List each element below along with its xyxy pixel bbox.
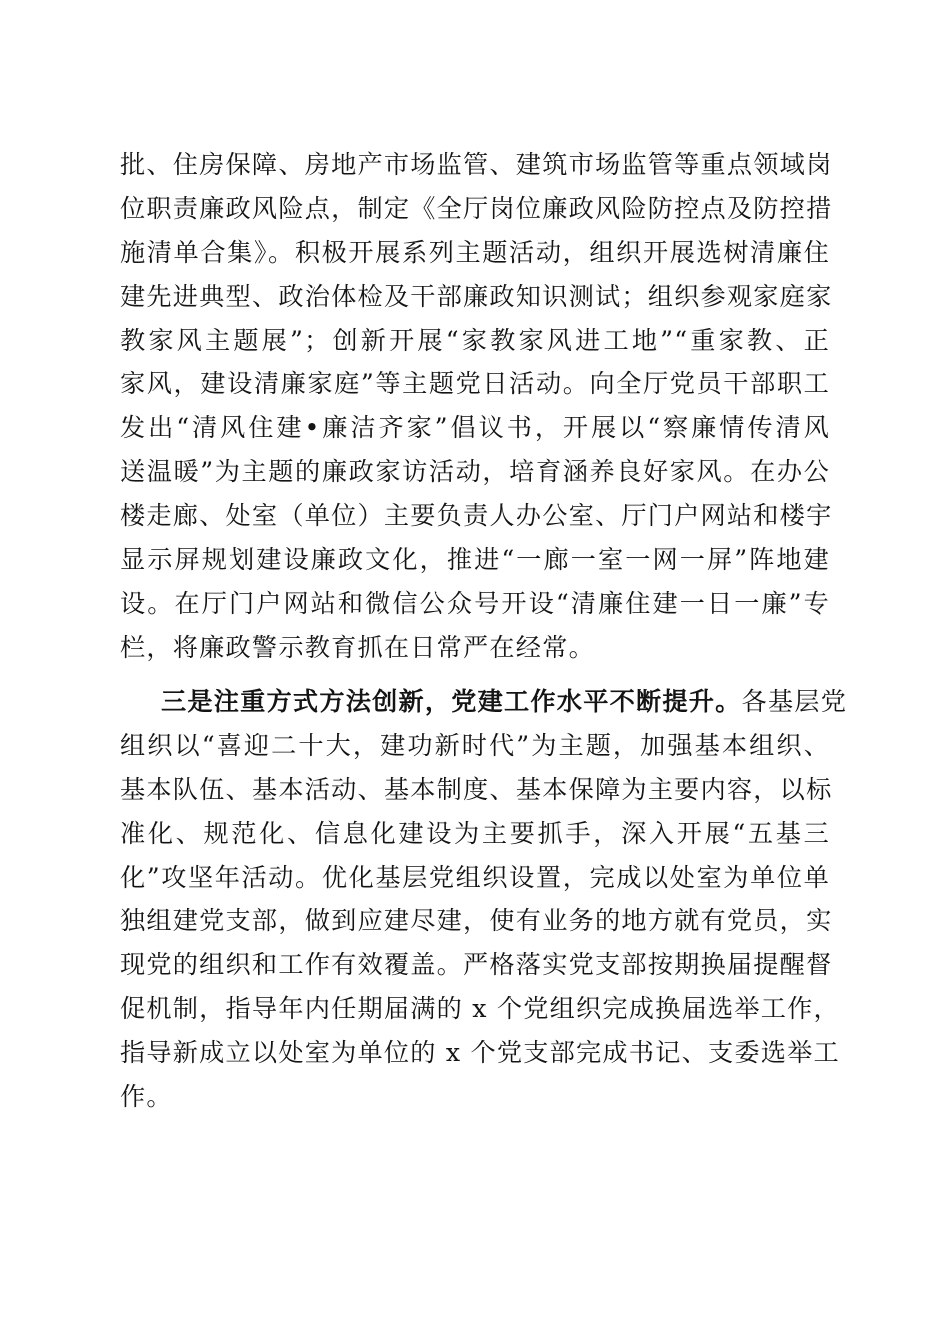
paragraph-1-line: 楼走廊、处室（单位）主要负责人办公室、厅门户网站和楼宇 <box>120 501 833 531</box>
paragraph-2-first-line-rest: 各基层党 <box>741 687 848 716</box>
paragraph-1-line: 家风，建设清廉家庭”等主题党日活动。向全厅党员干部职工 <box>120 369 830 399</box>
paragraph-2-line: 促机制，指导年内任期届满的 x 个党组织完成换届选举工作， <box>120 994 840 1024</box>
paragraph-1-line: 批、住房保障、房地产市场监管、建筑市场监管等重点领域岗 <box>120 150 833 179</box>
paragraph-2-line: 化”攻坚年活动。优化基层党组织设置，完成以处室为单位单 <box>120 862 830 892</box>
paragraph-1-line: 显示屏规划建设廉政文化，推进“一廊一室一网一屏”阵地建 <box>120 545 830 575</box>
paragraph-1-line: 设。在厅门户网站和微信公众号开设“清廉住建一日一廉”专 <box>120 588 830 618</box>
paragraph-2-line: 指导新成立以处室为单位的 x 个党支部完成书记、支委选举工 <box>120 1038 840 1068</box>
paragraph-1-line: 栏，将廉政警示教育抓在日常严在经常。 <box>120 632 595 662</box>
paragraph-2 <box>120 680 848 1119</box>
paragraph-1-line: 施清单合集》。积极开展系列主题活动，组织开展选树清廉住 <box>120 237 830 267</box>
paragraph-2-first-line <box>120 680 848 724</box>
paragraph-2-lead-heading: 三是注重方式方法创新，党建工作水平不断提升。 <box>161 686 742 716</box>
paragraph-1-line: 教家风主题展”；创新开展“家教家风进工地”“重家教、正 <box>120 325 830 355</box>
paragraph-1-line: 发出“清风住建•廉洁齐家”倡议书，开展以“察廉情传清风 <box>120 413 830 443</box>
paragraph-1 <box>120 143 833 670</box>
paragraph-2-line: 基本队伍、基本活动、基本制度、基本保障为主要内容，以标 <box>120 774 833 804</box>
paragraph-2-line: 独组建党支部，做到应建尽建，使有业务的地方就有党员，实 <box>120 906 833 936</box>
paragraph-1-line: 建先进典型、政治体检及干部廉政知识测试；组织参观家庭家 <box>120 281 833 311</box>
paragraph-2-line: 现党的组织和工作有效覆盖。严格落实党支部按期换届提醒督 <box>120 950 833 980</box>
paragraph-2-line: 作。 <box>120 1082 173 1112</box>
paragraph-2-line: 准化、规范化、信息化建设为主要抓手，深入开展“五基三 <box>120 818 830 848</box>
paragraph-1-line: 送温暖”为主题的廉政家访活动，培育涵养良好家风。在办公 <box>120 457 830 487</box>
paragraph-1-line: 位职责廉政风险点，制定《全厅岗位廉政风险防控点及防控措 <box>120 193 833 223</box>
paragraph-2-line: 组织以“喜迎二十大，建功新时代”为主题，加强基本组织、 <box>120 730 830 760</box>
